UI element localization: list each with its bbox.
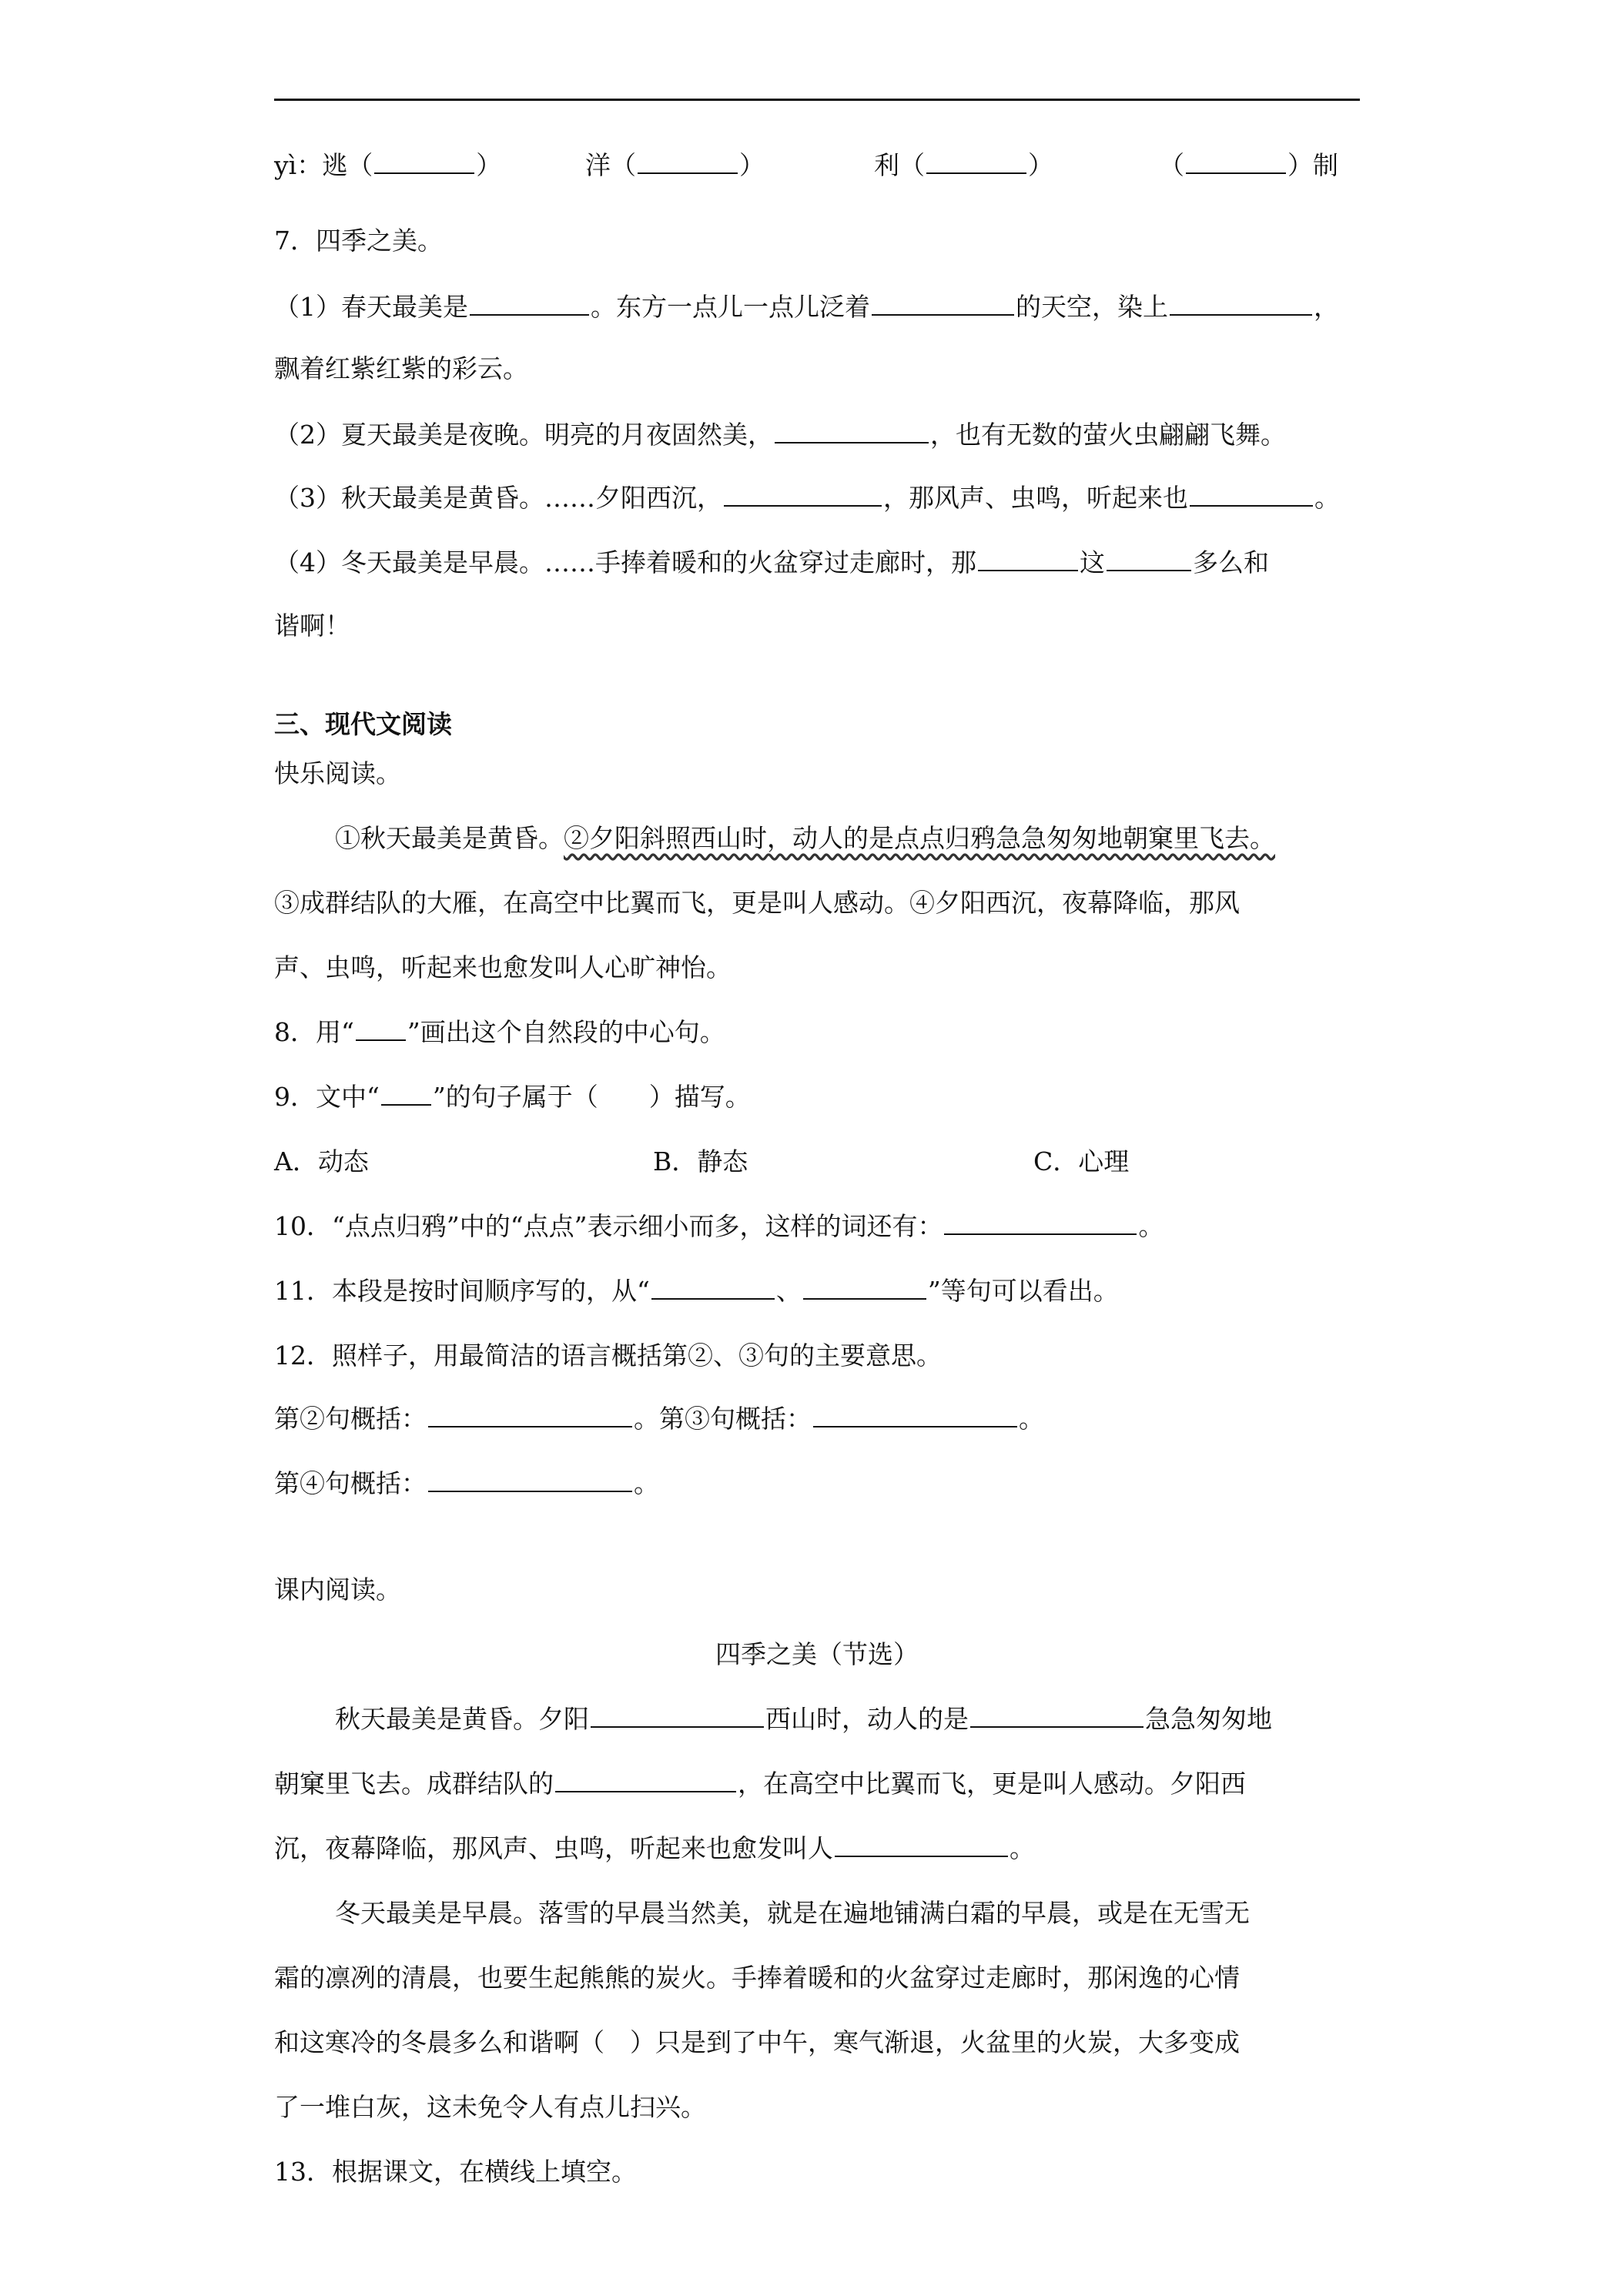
q7-sentence-1-cont: 飘着红紫红紫的彩云。 — [274, 353, 528, 383]
q6-yi-row: yì：逃（ ） — [274, 150, 502, 180]
option-a[interactable]: A．动态 — [274, 1146, 369, 1176]
underline-sample — [381, 1081, 431, 1106]
answer-blank[interactable] — [944, 1210, 1137, 1235]
answer-blank[interactable] — [1107, 547, 1191, 571]
answer-blank[interactable] — [926, 149, 1026, 174]
answer-blank[interactable] — [1170, 291, 1312, 316]
answer-blank[interactable] — [803, 1275, 926, 1300]
answer-blank[interactable] — [835, 1832, 1008, 1857]
question-13: 13．根据课文，在横线上填空。 — [274, 2157, 637, 2187]
passage2-winter-line-4: 了一堆白灰，这未免令人有点儿扫兴。 — [274, 2092, 706, 2122]
answer-blank[interactable] — [872, 291, 1014, 316]
section-heading: 三、现代文阅读 — [274, 709, 452, 739]
passage2-line-3: 沉，夜幕降临，那风声、虫鸣，听起来也愈发叫人 。 — [274, 1833, 1035, 1863]
question-12: 12．照样子，用最简洁的语言概括第②、③句的主要意思。 — [274, 1340, 942, 1371]
subsection-label: 课内阅读。 — [274, 1575, 401, 1605]
subsection-label: 快乐阅读。 — [274, 758, 401, 788]
passage-line-1: ①秋天最美是黄昏。②夕阳斜照西山时，动人的是点点归鸦急急匆匆地朝窠里飞去。 — [335, 823, 1275, 853]
passage2-line-1: 秋天最美是黄昏。夕阳 西山时，动人的是 急急匆匆地 — [335, 1704, 1272, 1734]
question-9: 9．文中“ ”的句子属于（ ）描写。 — [274, 1082, 751, 1112]
passage-line-2: ③成群结队的大雁，在高空中比翼而飞，更是叫人感动。④夕阳西沉，夜幕降临，那风 — [274, 888, 1240, 918]
option-b[interactable]: B．静态 — [653, 1146, 748, 1176]
question-12-answers: 第②句概括： 。第③句概括： 。 — [274, 1404, 1044, 1434]
q7-sentence-2: （2）夏天最美是夜晚。明亮的月夜固然美， ，也有无数的萤火虫翩翩飞舞。 — [274, 420, 1286, 450]
answer-blank[interactable] — [970, 1703, 1143, 1728]
pinyin-prefix: yì： — [274, 150, 323, 180]
passage2-winter-line-3: 和这寒冷的冬晨多么和谐啊（ ）只是到了中午，寒气渐退，火盆里的火炭，大多变成 — [274, 2027, 1240, 2057]
q6-yi-item: 洋（ ） — [585, 150, 765, 180]
answer-blank[interactable] — [470, 291, 589, 316]
q6-yi-item: （ ）制 — [1159, 150, 1338, 180]
q7-sentence-4-cont: 谐啊！ — [274, 611, 350, 641]
answer-blank[interactable] — [428, 1403, 632, 1427]
passage2-winter-line-2: 霜的凛冽的清晨，也要生起熊熊的炭火。手捧着暖和的火盆穿过走廊时，那闲逸的心情 — [274, 1963, 1240, 1993]
answer-blank[interactable] — [638, 149, 738, 174]
answer-blank[interactable] — [555, 1768, 736, 1792]
answer-blank[interactable] — [1186, 149, 1286, 174]
underline-sample — [356, 1016, 406, 1041]
answer-blank[interactable] — [1190, 482, 1313, 507]
answer-blank[interactable] — [813, 1403, 1017, 1427]
answer-blank[interactable] — [651, 1275, 775, 1300]
passage2-winter-line-1: 冬天最美是早晨。落雪的早晨当然美，就是在遍地铺满白霜的早晨，或是在无雪无 — [335, 1898, 1250, 1928]
question-10: 10．“点点归鸦”中的“点点”表示细小而多，这样的词还有： 。 — [274, 1211, 1164, 1241]
answer-blank[interactable] — [374, 149, 474, 174]
question-8: 8．用“ ”画出这个自然段的中心句。 — [274, 1017, 725, 1047]
passage-line-3: 声、虫鸣，听起来也愈发叫人心旷神怡。 — [274, 952, 732, 982]
answer-blank[interactable] — [978, 547, 1078, 571]
answer-blank[interactable] — [724, 482, 882, 507]
question-11: 11．本段是按时间顺序写的，从“ 、 ”等句可以看出。 — [274, 1276, 1119, 1306]
q7-sentence-1: （1）春天最美是 。东方一点儿一点儿泛着 的天空，染上 ， — [274, 292, 1339, 322]
answer-blank[interactable] — [428, 1468, 632, 1492]
q7-title: 7．四季之美。 — [274, 226, 443, 256]
answer-blank[interactable] — [775, 419, 929, 443]
option-c[interactable]: C．心理 — [1033, 1146, 1130, 1176]
q7-sentence-3: （3）秋天最美是黄昏。……夕阳西沉， ，那风声、虫鸣，听起来也 。 — [274, 483, 1340, 513]
passage-title: 四季之美（节选） — [715, 1639, 919, 1669]
q6-yi-item: 利（ ） — [874, 150, 1053, 180]
passage2-line-2: 朝窠里飞去。成群结队的 ，在高空中比翼而飞，更是叫人感动。夕阳西 — [274, 1769, 1246, 1799]
question-12-answer-4: 第④句概括： 。 — [274, 1468, 659, 1498]
header-rule — [274, 99, 1360, 101]
wavy-underlined-sentence: ②夕阳斜照西山时，动人的是点点归鸦急急匆匆地朝窠里飞去。 — [564, 823, 1275, 853]
q7-sentence-4: （4）冬天最美是早晨。……手捧着暖和的火盆穿过走廊时，那 这 多么和 — [274, 547, 1269, 577]
answer-blank[interactable] — [591, 1703, 764, 1728]
